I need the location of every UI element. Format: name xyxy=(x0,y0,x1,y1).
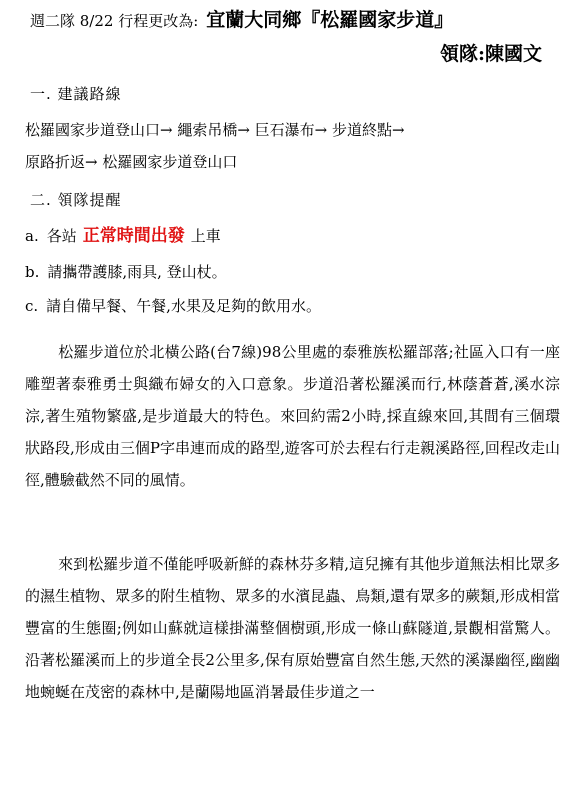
reminder-item-b xyxy=(25,262,227,282)
schedule-change-prefix: 週二隊 8/22 行程更改為: xyxy=(30,12,199,30)
section-heading-reminder: 二. 領隊提醒 xyxy=(30,191,122,209)
route-line-1: 松羅國家步道登山口→ 繩索吊橋→ 巨石瀑布→ 步道終點→ xyxy=(25,121,405,139)
highlight-text: 正常時間出發 xyxy=(82,226,185,246)
body-paragraph-1 xyxy=(25,336,560,496)
leader-line: 領隊:陳國文 xyxy=(439,43,542,65)
list-label: b. xyxy=(25,263,40,281)
reminder-text: 上車 xyxy=(190,227,221,245)
route-line-2: 原路折返→ 松羅國家步道登山口 xyxy=(25,153,238,171)
document-title: 宜蘭大同鄉『松羅國家步道』 xyxy=(206,9,454,31)
body-paragraph-2 xyxy=(25,548,560,708)
list-label: a. xyxy=(25,227,39,245)
section-heading-route: 一. 建議路線 xyxy=(30,85,122,103)
title-line xyxy=(30,10,453,31)
reminder-item-a xyxy=(25,226,221,246)
list-label: c. xyxy=(25,297,39,315)
reminder-text: 各站 xyxy=(46,227,77,245)
reminder-item-c xyxy=(25,296,321,316)
paragraph-text: 來到松羅步道不僅能呼吸新鮮的森林芬多精,這兒擁有其他步道無法相比眾多的濕生植物、眾多的附生植物、眾多的水濱昆蟲、鳥類,還有眾多的蕨類,形成相當豐富的生態圈;例如山蘇就這樣掛滿整個樹頭,形成一條山蘇隧道,景觀相當驚人。沿著松羅溪而上的步道全長2公里多,保有原始豐富自然生態,天然的溪瀑幽徑,幽幽地蜿蜒在茂密的森林中,是蘭陽地區消暑最佳步道之一 xyxy=(25,555,560,701)
paragraph-text: 松羅步道位於北橫公路(台7線)98公里處的泰雅族松羅部落;社區入口有一座雕塑著泰雅勇士與織布婦女的入口意象。步道沿著松羅溪而行,林蔭蒼蒼,溪水淙淙,著生殖物繁盛,是步道最大的特色。來回約需2小時,採直線來回,其間有三個環狀路段,形成由三個P字串連而成的路型,遊客可於去程右行走親溪路徑,回程改走山徑,體驗截然不同的風情。 xyxy=(25,343,560,489)
reminder-text: 請攜帶護膝,雨具, 登山杖。 xyxy=(47,263,227,281)
reminder-text: 請自備早餐、午餐,水果及足夠的飲用水。 xyxy=(46,297,321,315)
